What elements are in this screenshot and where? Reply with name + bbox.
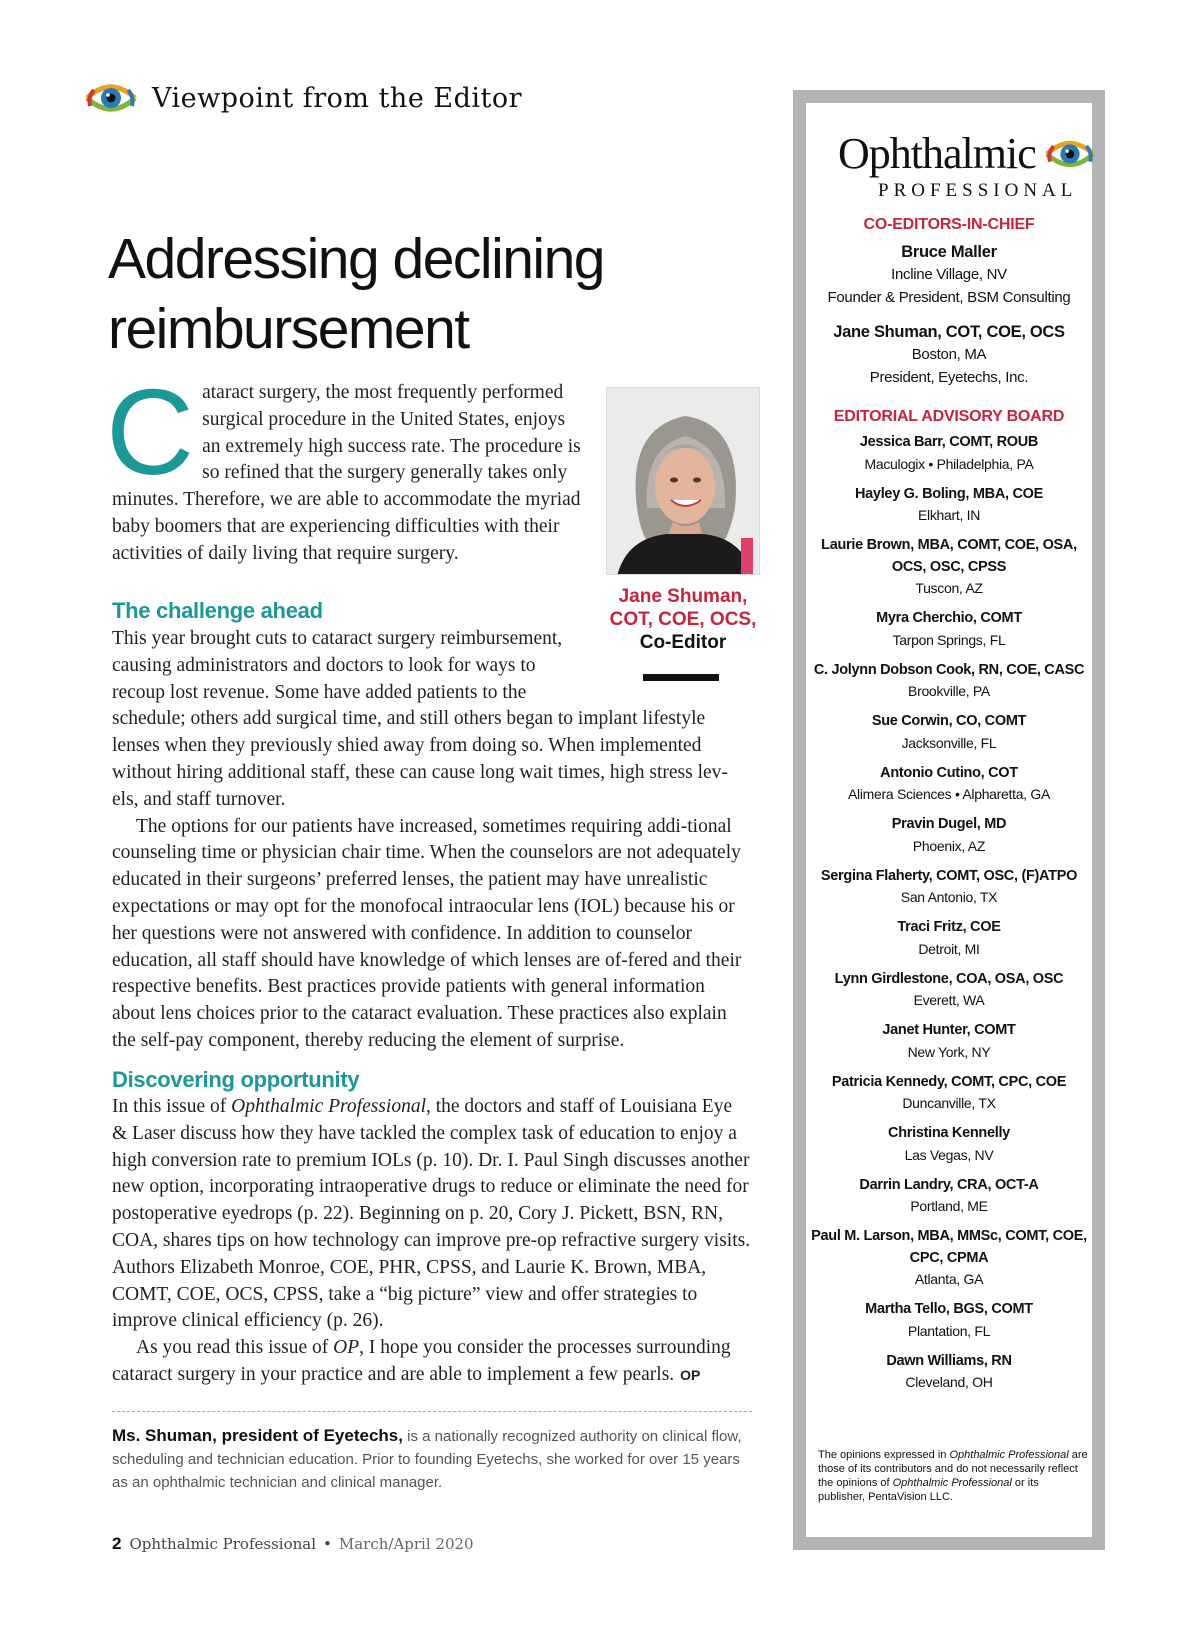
board-member-entry [806,1123,1092,1166]
board-member-name: Antonio Cutino, COT [880,764,1018,781]
board-member-detail: Phoenix, AZ [912,837,986,854]
board-member-entry [806,1351,1092,1394]
logo-subtitle: PROFESSIONAL [878,180,1078,201]
board-member-name: Lynn Girdlestone, COA, OSA, OSC [834,970,1064,987]
board-member-detail: Alimera Sciences • Alpharetta, GA [848,786,1050,802]
masthead-disclaimer: The opinions expressed in Ophthalmic Professional are those of its contributors and do not necessarily reflect the opinions of Ophthalmic Professional or its publisher, PentaVision LLC. [818,1449,1088,1503]
end-mark: OP [680,1366,701,1383]
footer-publication: Ophthalmic Professional [129,1535,316,1553]
advisory-board-list [806,432,1092,1393]
board-member-name: Sue Corwin, CO, COMT [871,713,1027,729]
logo-eye-icon [1044,134,1096,174]
board-member-entry [806,763,1092,806]
board-member-name: Traci Fritz, COE [897,919,1001,935]
board-member-entry [806,917,1092,960]
board-member-entry [806,866,1092,909]
board-member-name: Sergina Flaherty, COMT, OSC, (F)ATPO [820,867,1078,884]
discovering-paragraph-1: In this issue of Ophthalmic Professional, the doctors and staff of Louisiana Eye & Laser discuss how they have tackled the complex task of education to enjoy a high conversion rate to premium IOLs (p. 10). Dr. I. Paul Singh discusses another new option, incorporating intraoperative drugs to reduce or eliminate the need for postoperative eyedrops (p. 22). Beginning on p. 20, Cory J. Pickett, BSN, RN, COA, shares tips on how technology can improve pre-op refractive surgery visits. Authors Elizabeth Monroe, COE, PHR, CPSS, and Laurie K. Brown, MBA, COMT, COE, OCS, CPSS, take a “big picture” view and offer strategies to improve clinical efficiency (p. 26). [112,1096,751,1332]
board-member-detail: Plantation, FL [907,1322,991,1339]
co-editor-entry [806,321,1092,389]
board-member-detail: Tarpon Springs, FL [892,631,1006,648]
eye-logo-icon [84,78,138,118]
board-member-entry [806,969,1092,1012]
author-bio [112,1424,752,1494]
board-member-name: Myra Cherchio, COMT [876,610,1022,626]
board-member-detail: Cleveland, OH [905,1374,993,1390]
board-member-name: Dawn Williams, RN [886,1352,1012,1369]
editor-portrait-image [607,388,760,575]
footer-date: March/April 2020 [338,1535,474,1553]
board-member-entry [806,711,1092,754]
header-title: Viewpoint from the Editor [152,82,523,114]
co-editor-name: Jane Shuman, COT, COE, OCS [833,323,1065,341]
board-member-detail: Atlanta, GA [914,1271,984,1287]
board-member-detail: Duncanville, TX [902,1095,996,1111]
board-member-detail: Jacksonville, FL [901,734,997,751]
op-italic: OP [333,1337,360,1359]
board-member-entry [806,1020,1092,1063]
board-member-name: Patricia Kennedy, COMT, CPC, COE [831,1073,1067,1090]
logo-wordmark: Ophthalmic [838,129,1036,178]
bio-text: is a nationally recognized authority on clinical flow, scheduling and technician education. Prior to founding Eyetechs, she worked for over 15 years as an ophthalmic technician and clinical manager. [112,1428,742,1491]
section-header [84,78,522,118]
board-member-detail: San Antonio, TX [900,889,998,905]
intro-text: ataract surgery, the most frequently performed surgical procedure in the United States, enjoys an extremely high success rate. The procedure is so refined that the surgery generally takes only minutes. Therefore, we are able to accommodate the myriad baby boomers that are experiencing difficulties with their activities of daily living that require surgery. [112,382,581,564]
board-member-name: Christina Kennelly [888,1125,1010,1141]
co-editors-heading: CO-EDITORS-IN-CHIEF [863,216,1035,233]
board-member-entry [806,660,1092,703]
publication-name-italic: Ophthalmic Professional [231,1096,426,1117]
board-member-name: Pravin Dugel, MD [891,816,1007,832]
board-member-detail: Las Vegas, NV [904,1146,994,1163]
section-discovering [112,1066,752,1389]
board-member-name: Laurie Brown, MBA, COMT, COE, OSA, OCS, OSC, CPSS [821,537,1077,575]
board-member-detail: Portland, ME [910,1198,988,1214]
co-editors-list [806,241,1092,389]
section-heading-discovering: Discovering opportunity [112,1067,360,1092]
headline-line-2: reimbursement [108,297,469,361]
board-member-detail: New York, NY [907,1043,991,1060]
board-member-name: Hayley G. Boling, MBA, COE [855,485,1043,502]
board-member-entry [806,1175,1092,1218]
headline-line-1: Addressing declining [108,227,604,291]
co-editor-detail: President, Eyetechs, Inc. [869,369,1029,386]
footer-separator: • [323,1535,332,1553]
board-member-entry [806,535,1092,599]
board-member-name: C. Jolynn Dobson Cook, RN, COE, CASC [813,661,1085,678]
masthead-list [806,215,1092,1402]
board-member-entry [806,608,1092,651]
article-intro [106,364,582,568]
board-member-detail: Everett, WA [913,992,985,1008]
board-member-name: Paul M. Larson, MBA, MMSc, COMT, COE, CPC, CPMA [811,1228,1087,1266]
masthead-sidebar [793,90,1105,1550]
board-member-detail: Maculogix • Philadelphia, PA [864,455,1034,472]
discovering-paragraph-2: As you read this issue of OP, I hope you consider the processes surrounding cataract surgery in your practice and are able to implement a few pearls. OP [112,1337,731,1385]
page-number: 2 [112,1534,122,1553]
bio-lead: Ms. Shuman, president of Eyetechs, [112,1426,403,1445]
board-member-name: Janet Hunter, COMT [882,1022,1016,1038]
masthead-logo [824,128,1084,201]
caption-credentials: COT, COE, OCS, [609,609,757,630]
co-editor-name: Bruce Maller [901,243,997,261]
board-member-detail: Detroit, MI [918,940,980,957]
board-member-entry [806,1226,1092,1290]
editor-photo [606,387,760,575]
section-challenge [112,597,752,1055]
board-member-name: Darrin Landry, CRA, OCT-A [859,1176,1039,1193]
page-footer [112,1534,474,1554]
board-member-name: Martha Tello, BGS, COMT [865,1301,1033,1317]
board-member-detail: Elkhart, IN [917,507,981,523]
article-headline [108,224,668,364]
board-member-detail: Brookville, PA [908,683,990,699]
board-member-detail: Tuscon, AZ [915,580,983,596]
co-editor-entry [806,241,1092,309]
caption-role: Co-Editor [639,632,727,653]
board-member-entry [806,484,1092,527]
challenge-paragraph-1: This year brought cuts to cataract surgery reimbursement, causing administrators and doctors to look for ways to recoup lost revenue. Some have added patients to the schedule; others add surgical time, and still others began to implant lifestyle lenses when they previously shied away from doing so. When implemented without hiring additional staff, these can cause long wait times, high stress lev-els, and staff turnover. [112,628,728,810]
board-member-entry [806,814,1092,857]
drop-cap: C [106,364,195,500]
section-heading-challenge: The challenge ahead [112,598,323,623]
co-editor-detail: Incline Village, NV [891,266,1007,283]
caption-name: Jane Shuman, [618,586,748,607]
photo-wrap-spacer [570,626,752,706]
board-member-entry [806,432,1092,475]
board-member-name: Jessica Barr, COMT, ROUB [859,434,1039,450]
bio-divider [112,1411,752,1412]
co-editor-detail: Boston, MA [911,346,987,363]
board-member-entry [806,1072,1092,1115]
advisory-board-heading: EDITORIAL ADVISORY BOARD [833,408,1065,425]
board-member-entry [806,1299,1092,1342]
challenge-paragraph-2: The options for our patients have increased, sometimes requiring addi-tional counseling time or physician chair time. When the counselors are not adequately educated in their surgeons’ preferred lenses, the patient may have unrealistic expectations or may opt for the monofocal intraocular lens (IOL) because his or her questions were not answered with confidence. In addition to counselor education, all staff should have knowledge of which lenses are of-fered and their respective benefits. Best practices provide patients with general information about lens choices prior to the cataract evaluation. These practices also explain the self-pay component, thereby reducing the element of surprise. [112,815,742,1051]
co-editor-detail: Founder & President, BSM Consulting [827,289,1071,306]
